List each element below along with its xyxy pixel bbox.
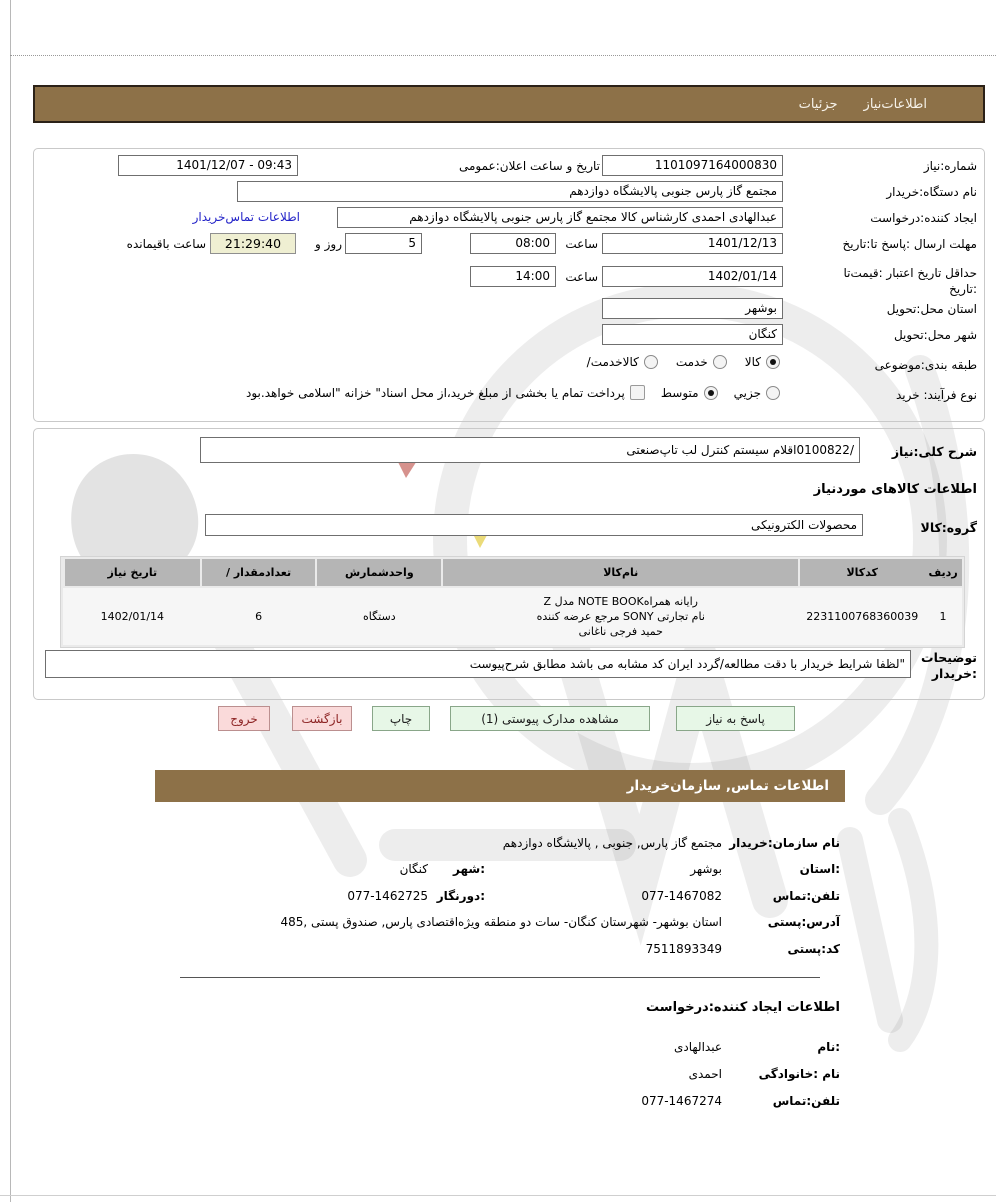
required-goods-heading: اطلاعات کالاهای موردنیاز — [813, 482, 977, 497]
col-goods-code: کدکالا — [800, 559, 924, 586]
buyer-notes-label-line2: :خریدار — [931, 666, 977, 681]
col-unit: واحدشمارش — [317, 559, 441, 586]
need-description-label: شرح کلی:نیاز — [891, 444, 977, 459]
delivery-city-label: شهر محل:تحویل — [893, 328, 977, 342]
deadline-date-input[interactable]: 1401/12/13 — [602, 233, 783, 254]
buyer-contact-link[interactable]: اطلاعات تماس‌خریدار — [192, 210, 300, 224]
radio-service-label: خدمت — [675, 355, 708, 369]
price-validity-label-line1: حداقل تاریخ اعتبار :قیمت‌تا — [843, 266, 977, 280]
org-postal-code-value: 7511893349 — [645, 942, 722, 956]
radio-minor-label: جزيي — [733, 385, 761, 400]
need-description-input[interactable]: /0100822اقلام سیستم کنترل لب تاپ‌صنعتی — [200, 437, 860, 463]
org-fax-value: 077-1462725 — [347, 889, 428, 903]
process-type-options — [150, 385, 780, 400]
col-goods-name: نام‌کالا — [443, 559, 798, 586]
org-name-value: مجتمع گاز پارس, جنوبی , پالایشگاه دوازدهم — [502, 836, 722, 850]
announce-datetime-label: تاریخ و ساعت اعلان:عمومی — [458, 159, 600, 173]
org-phone-value: 077-1467082 — [641, 889, 722, 903]
goods-name-line2: نام تجارتی SONY مرجع عرضه کننده — [536, 610, 705, 623]
creator-first-name-value: عبدالهادی — [674, 1040, 722, 1054]
view-attachments-button[interactable]: مشاهده مدارک پیوستی (1) — [450, 706, 650, 731]
left-border-line — [10, 0, 11, 1202]
deadline-time-input[interactable]: 08:00 — [470, 233, 556, 254]
days-label: روز و — [315, 237, 342, 251]
col-quantity: تعدادمقدار / — [202, 559, 316, 586]
cell-unit: دستگاه — [362, 610, 396, 623]
buyer-org-contact-bar — [155, 770, 845, 802]
goods-name-line3: حمید فرجی ناغانی — [578, 625, 663, 638]
radio-medium-label: متوسط — [660, 385, 699, 400]
request-creator-input[interactable]: عبدالهادی احمدی کارشناس کالا مجتمع گاز پارس جنوبی پالایشگاه دوازدهم — [337, 207, 783, 228]
respond-to-need-button[interactable]: پاسخ به نیاز — [676, 706, 795, 731]
request-creator-label: ایجاد کننده:درخواست — [870, 211, 977, 225]
top-menubar — [33, 85, 985, 123]
col-need-date: تاریخ نیاز — [65, 559, 200, 586]
radio-service-icon[interactable] — [713, 355, 727, 369]
reply-deadline-label: مهلت ارسال :پاسخ تا:تاریخ — [842, 237, 977, 251]
days-remaining-input[interactable]: 5 — [345, 233, 422, 254]
goods-table-header — [63, 559, 962, 586]
goods-name-line1: رایانه همراهNOTE BOOK مدل Z — [543, 595, 698, 608]
org-province-value: بوشهر — [690, 862, 722, 876]
creator-first-name-label: :نام — [817, 1040, 840, 1054]
org-city-value: کنگان — [399, 862, 428, 876]
treasury-payment-label: پرداخت تمام یا بخشی از مبلغ خرید،از محل اسناد" خزانه "اسلامی خواهد.بود — [246, 385, 625, 400]
buyer-org-contact-title: اطلاعات تماس, سازمان‌خریدار — [626, 778, 829, 794]
classification-options — [455, 355, 780, 369]
radio-goods-icon[interactable] — [766, 355, 780, 369]
radio-goods-service-label: کالاخدمت/ — [586, 355, 639, 369]
section-divider — [180, 977, 820, 978]
org-city-label: :شهر — [453, 862, 485, 876]
announce-datetime-input[interactable]: 09:43 - 1401/12/07 — [118, 155, 298, 176]
tab-details[interactable]: جزئیات — [798, 96, 838, 112]
creator-phone-value: 077-1467274 — [641, 1094, 722, 1108]
goods-table-row — [63, 588, 962, 645]
org-address-value: استان بوشهر- شهرستان کنگان- سات دو منطقه ویژه‌اقتصادی پارس, صندوق پستی ,485 — [280, 915, 722, 929]
treasury-payment-checkbox[interactable] — [630, 385, 645, 400]
col-row-index: ردیف — [924, 559, 962, 586]
remaining-hours-label: ساعت باقیمانده — [126, 237, 206, 251]
org-fax-label: :دورنگار — [436, 889, 485, 903]
delivery-province-label: استان محل:تحویل — [886, 302, 977, 316]
need-number-input[interactable]: 1101097164000830 — [602, 155, 783, 176]
cell-row-index: 1 — [939, 610, 947, 623]
creator-phone-label: تلفن:تماس — [772, 1094, 840, 1108]
org-postal-code-label: کد:پستی — [787, 942, 840, 956]
cell-goods-code: 2231100768360039 — [806, 610, 919, 623]
price-validity-label-line2: :تاریخ — [949, 282, 977, 296]
countdown-timer: 21:29:40 — [210, 233, 296, 254]
request-creator-heading: اطلاعات ایجاد کننده:درخواست — [646, 1000, 840, 1015]
radio-medium-icon[interactable] — [704, 386, 718, 400]
tab-need-info[interactable]: اطلاعات‌نیاز — [863, 96, 927, 112]
buyer-device-input[interactable]: مجتمع گاز پارس جنوبی پالایشگاه دوازدهم — [237, 181, 783, 202]
back-button[interactable]: بازگشت — [292, 706, 352, 731]
print-button[interactable]: چاپ — [372, 706, 430, 731]
delivery-province-input[interactable]: بوشهر — [602, 298, 783, 319]
need-number-label: شماره:نیاز — [923, 159, 977, 173]
creator-last-name-value: احمدی — [688, 1067, 722, 1081]
cell-goods-name — [443, 588, 798, 645]
exit-button[interactable]: خروج — [218, 706, 270, 731]
validity-date-input[interactable]: 1402/01/14 — [602, 266, 783, 287]
org-phone-label: تلفن:تماس — [772, 889, 840, 903]
org-province-label: :استان — [799, 862, 840, 876]
cell-need-date: 1402/01/14 — [100, 610, 165, 623]
goods-table — [60, 556, 965, 648]
goods-group-label: گروه:کالا — [920, 520, 977, 535]
bottom-border-line — [0, 1195, 996, 1196]
goods-group-input[interactable]: محصولات الکترونیکی — [205, 514, 863, 536]
org-address-label: آدرس:پستی — [767, 915, 840, 929]
cell-quantity: 6 — [255, 610, 263, 623]
radio-goods-service-icon[interactable] — [644, 355, 658, 369]
validity-time-input[interactable]: 14:00 — [470, 266, 556, 287]
validity-hour-label: ساعت — [565, 270, 598, 284]
buyer-device-label: نام دستگاه:خریدار — [886, 185, 977, 199]
process-type-label: نوع فرآیند: خرید — [896, 388, 977, 402]
deadline-hour-label: ساعت — [565, 237, 598, 251]
radio-goods-label: کالا — [744, 355, 761, 369]
creator-last-name-label: نام :خانوادگی — [758, 1067, 840, 1081]
classification-label: طبقه بندی:موضوعی — [874, 358, 977, 372]
top-dotted-divider — [10, 55, 996, 56]
buyer-notes-input[interactable]: "لظفا شرایط خریدار با دقت مطالعه/گردد ایران کد مشابه می باشد مطابق شرح‌پیوست — [45, 650, 911, 678]
radio-minor-icon[interactable] — [766, 386, 780, 400]
buyer-notes-label-line1: توضیحات — [921, 650, 977, 665]
delivery-city-input[interactable]: کنگان — [602, 324, 783, 345]
org-name-label: نام سازمان:خریدار — [729, 836, 840, 850]
